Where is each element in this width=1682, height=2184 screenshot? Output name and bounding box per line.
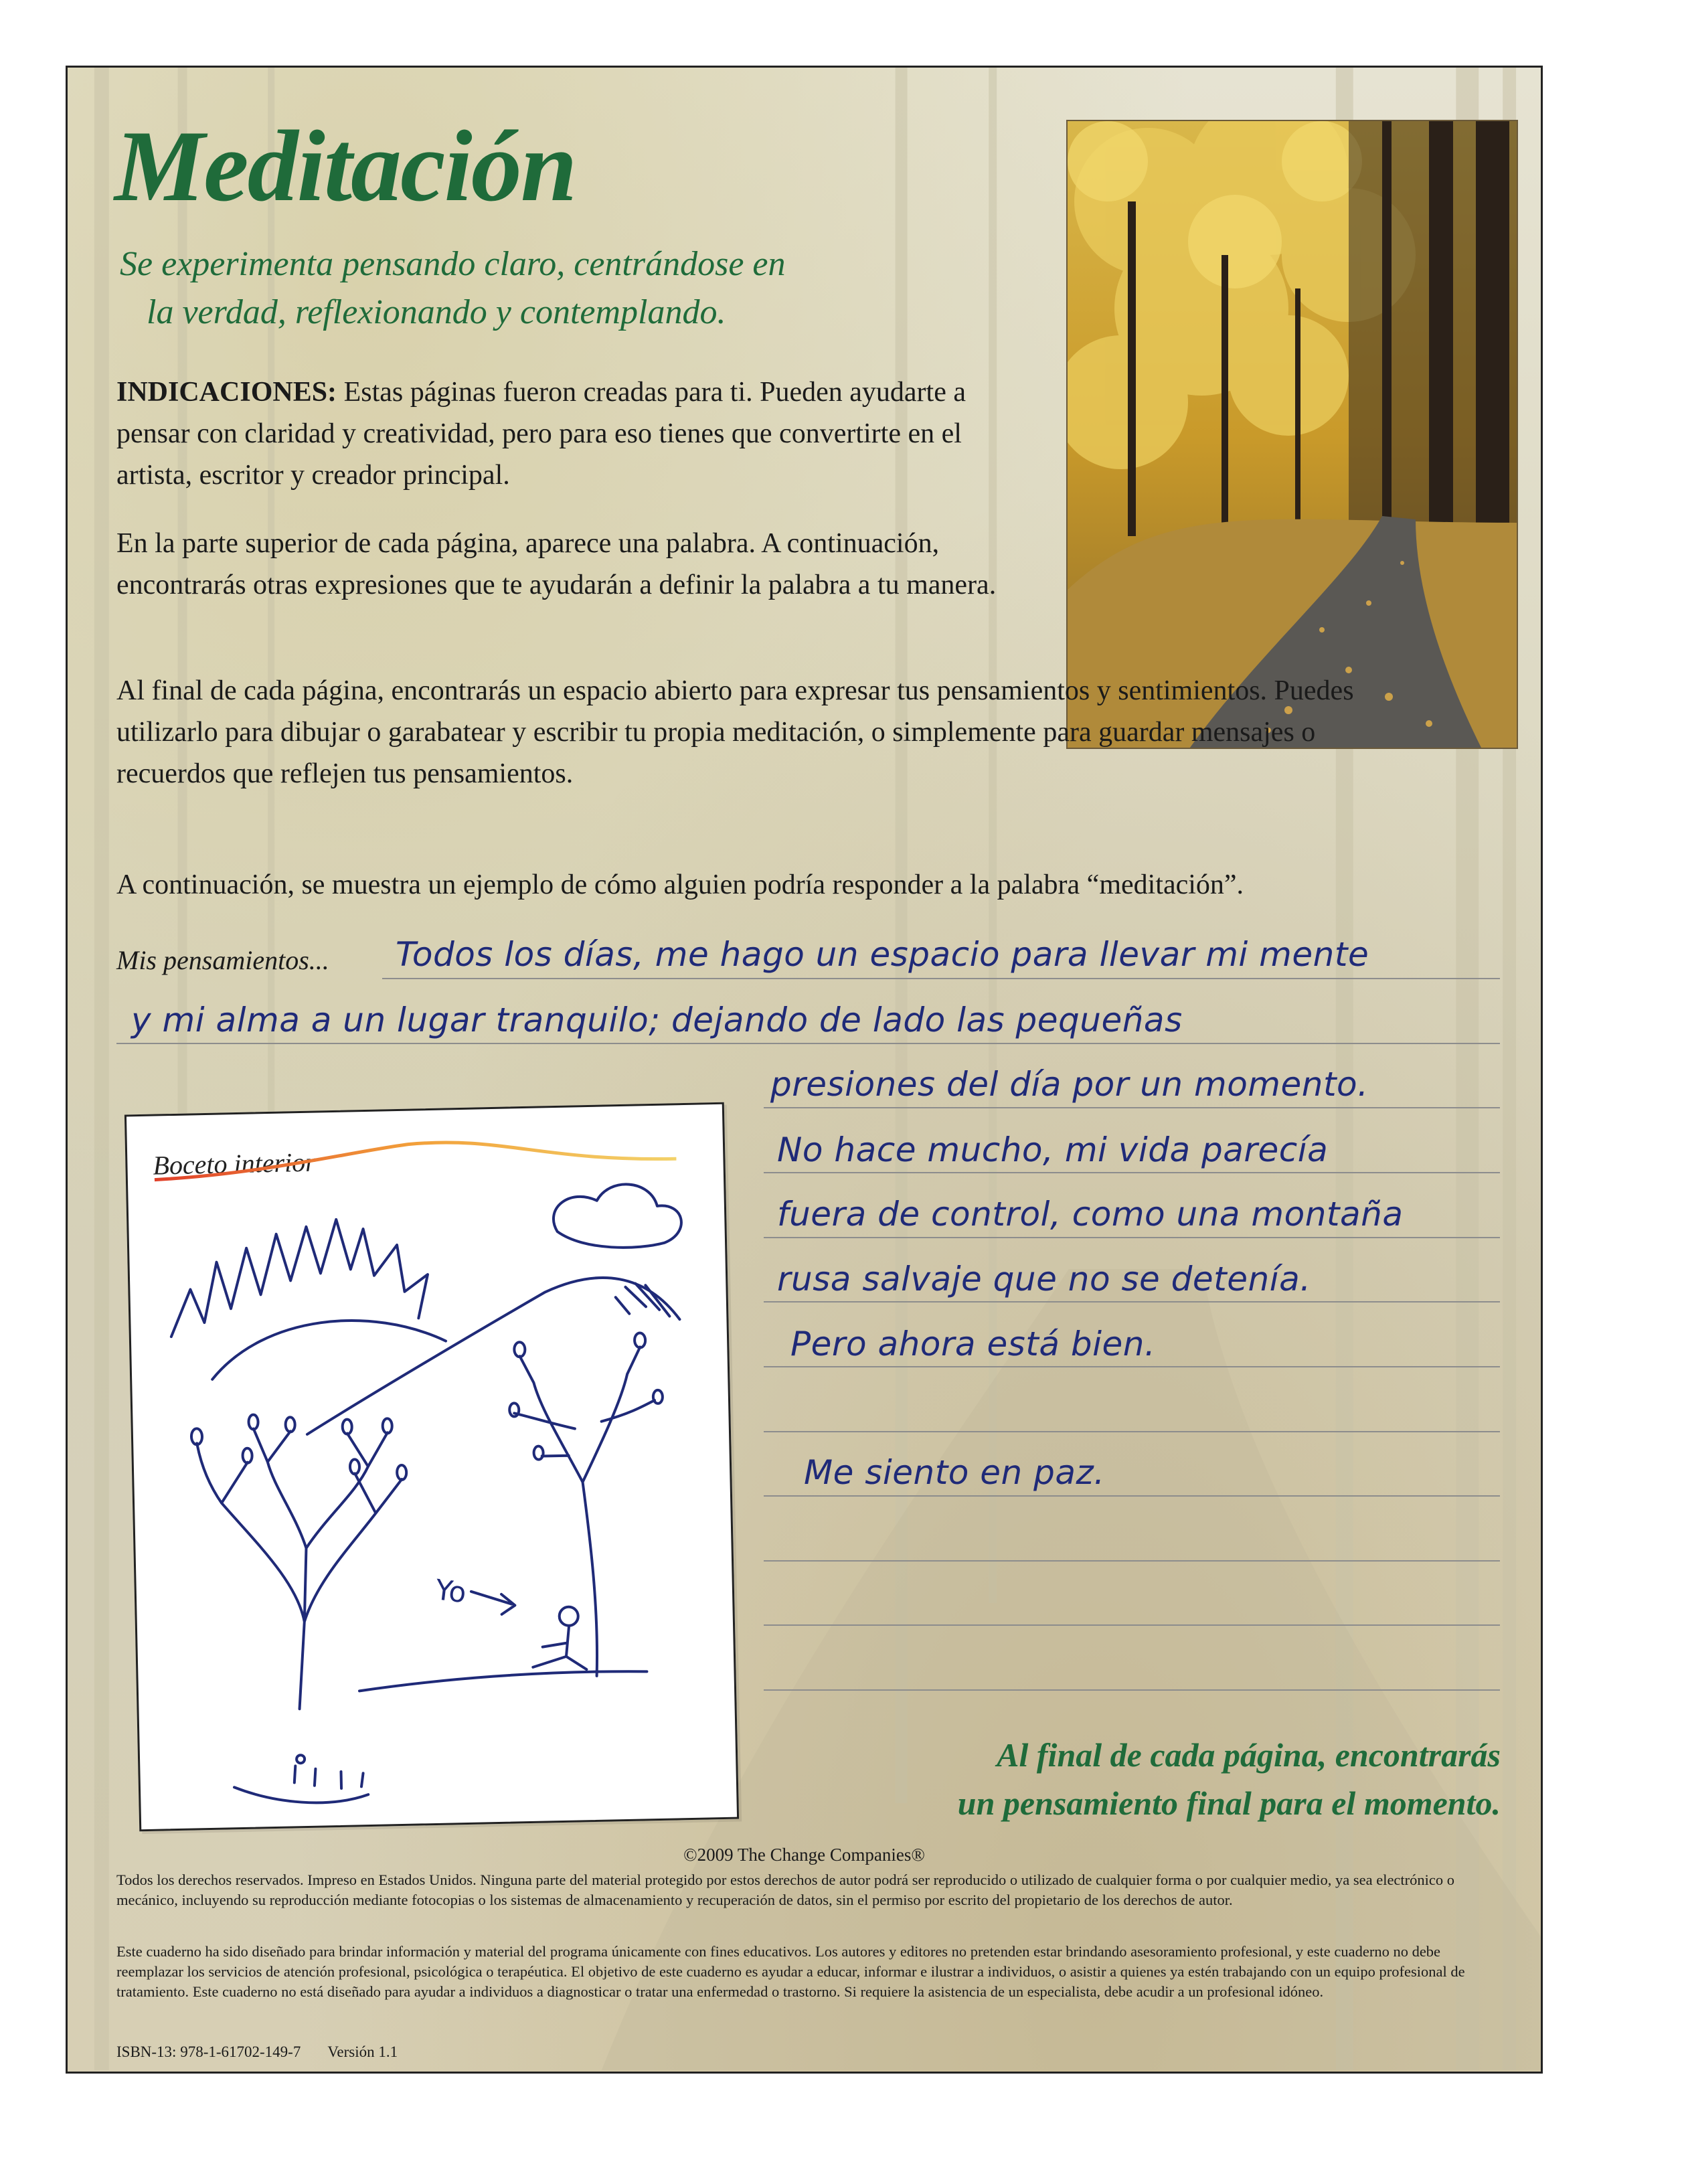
page-title: Meditación bbox=[114, 110, 576, 222]
legal-notice-rights: Todos los derechos reservados. Impreso en Estados Unidos. Ninguna parte del material protegido por estos derechos de autor podrá ser reproducido o utilizado de cualquier forma o por cualquier medio, ya sea electrónico o mecánico, incluyendo su reproducción mediante fotocopias o los sistemas de almacenamiento y recuperación de datos, sin el permiso por escrito del propietario de los derechos de autor. bbox=[116, 1871, 1455, 1908]
left-tree bbox=[197, 1426, 407, 1711]
writing-line bbox=[764, 1366, 1500, 1367]
isbn: ISBN-13: 978-1-61702-149-7 bbox=[116, 2043, 301, 2060]
instructions-label: INDICACIONES: bbox=[116, 377, 337, 408]
autumn-road-photo bbox=[1066, 120, 1518, 749]
writing-line bbox=[764, 1624, 1500, 1626]
mountain bbox=[304, 1276, 682, 1434]
page-subtitle bbox=[120, 240, 956, 337]
instructions-text-1: Estas páginas fueron creadas para ti. Pueden ayudarte a pensar con claridad y creatividad, pero para eso tienes que convertirte en el artista, escritor y creador principal. bbox=[116, 377, 966, 491]
sketch-label: Boceto interior bbox=[153, 1147, 317, 1181]
instructions-paragraph-1 bbox=[116, 371, 1040, 496]
writing-line bbox=[382, 978, 1500, 979]
subtitle-line-1: Se experimenta pensando claro, centrándose en bbox=[120, 245, 786, 283]
handwritten-line: rusa salvaje que no se detenía. bbox=[777, 1260, 1311, 1298]
handwritten-line: Pero ahora está bien. bbox=[790, 1325, 1156, 1363]
closing-thought bbox=[958, 1731, 1501, 1827]
right-tree bbox=[513, 1347, 660, 1677]
sketch-drawing bbox=[127, 1104, 737, 1829]
writing-line bbox=[764, 1172, 1500, 1173]
closing-line-1: Al final de cada página, encontrarás bbox=[997, 1736, 1501, 1774]
handwritten-line: Todos los días, me hago un espacio para llevar mi mente bbox=[396, 935, 1369, 974]
copyright: ©2009 The Change Companies® bbox=[683, 1845, 925, 1865]
closing-line-2: un pensamiento final para el momento. bbox=[957, 1784, 1501, 1822]
writing-line bbox=[764, 1431, 1500, 1432]
cloud bbox=[553, 1183, 682, 1249]
handwritten-line: Me siento en paz. bbox=[804, 1453, 1105, 1492]
isbn-version bbox=[116, 2043, 424, 2061]
person-body bbox=[532, 1626, 586, 1671]
handwritten-line: y mi alma a un lugar tranquilo; dejando de lado las pequeñas bbox=[131, 1001, 1183, 1039]
subtitle-line-2: la verdad, reflexionando y contemplando. bbox=[147, 293, 726, 331]
instructions-paragraph-3: Al final de cada página, encontrarás un espacio abierto para expresar tus pensamientos y sentimientos. Puedes utilizarlo para dibujar o garabatear y escribir tu propia meditación, o simplemente para guardar mensajes o recuerdos que reflejen tus pensamientos. bbox=[116, 675, 1354, 789]
arrow bbox=[471, 1590, 515, 1614]
writing-line bbox=[116, 1043, 1500, 1044]
writing-line bbox=[764, 1301, 1500, 1303]
worksheet-page bbox=[66, 66, 1543, 2074]
handwritten-line: fuera de control, como una montaña bbox=[777, 1195, 1404, 1234]
thoughts-label: Mis pensamientos... bbox=[116, 945, 329, 975]
writing-line bbox=[764, 1689, 1500, 1691]
handwritten-line: presiones del día por un momento. bbox=[770, 1065, 1369, 1104]
instructions-paragraph-2: En la parte superior de cada página, aparece una palabra. A continuación, encontrarás otras expresiones que te ayudarán a definir la palabra a tu manera. bbox=[116, 528, 997, 600]
version: Versión 1.1 bbox=[327, 2043, 398, 2060]
writing-line bbox=[764, 1560, 1500, 1562]
writing-line bbox=[764, 1107, 1500, 1108]
rainbow-swoosh bbox=[154, 1138, 677, 1180]
writing-line bbox=[764, 1237, 1500, 1238]
ground bbox=[359, 1671, 647, 1691]
person-head bbox=[559, 1606, 578, 1626]
sketch-card bbox=[124, 1102, 739, 1832]
sun-rays bbox=[169, 1217, 428, 1337]
instructions-paragraph-4: A continuación, se muestra un ejemplo de cómo alguien podría responder a la palabra “meditación”. bbox=[116, 869, 1244, 900]
handwritten-line: No hace mucho, mi vida parecía bbox=[777, 1130, 1329, 1169]
sketch-figure-label: Yo bbox=[433, 1573, 469, 1610]
writing-line bbox=[764, 1495, 1500, 1497]
legal-notice-disclaimer: Este cuaderno ha sido diseñado para brindar información y material del programa únicamente con fines educativos. Los autores y editores no pretenden estar brindando asesoramiento profesional, y este cuaderno no debe reemplazar los servicios de atención profesional, psicológica o terapéutica. El objetivo de este cuaderno es ayudar a educar, informar e ilustrar a individuos, o asistir a quienes ya estén trabajando con un equipo profesional de tratamiento. Este cuaderno no está diseñado para ayudar a individuos a diagnosticar o tratar una enfermedad o trastorno. Si requiere la asistencia de un especialista, debe acudir a un profesional idóneo. bbox=[116, 1943, 1465, 2000]
ground-bottom bbox=[234, 1784, 368, 1804]
